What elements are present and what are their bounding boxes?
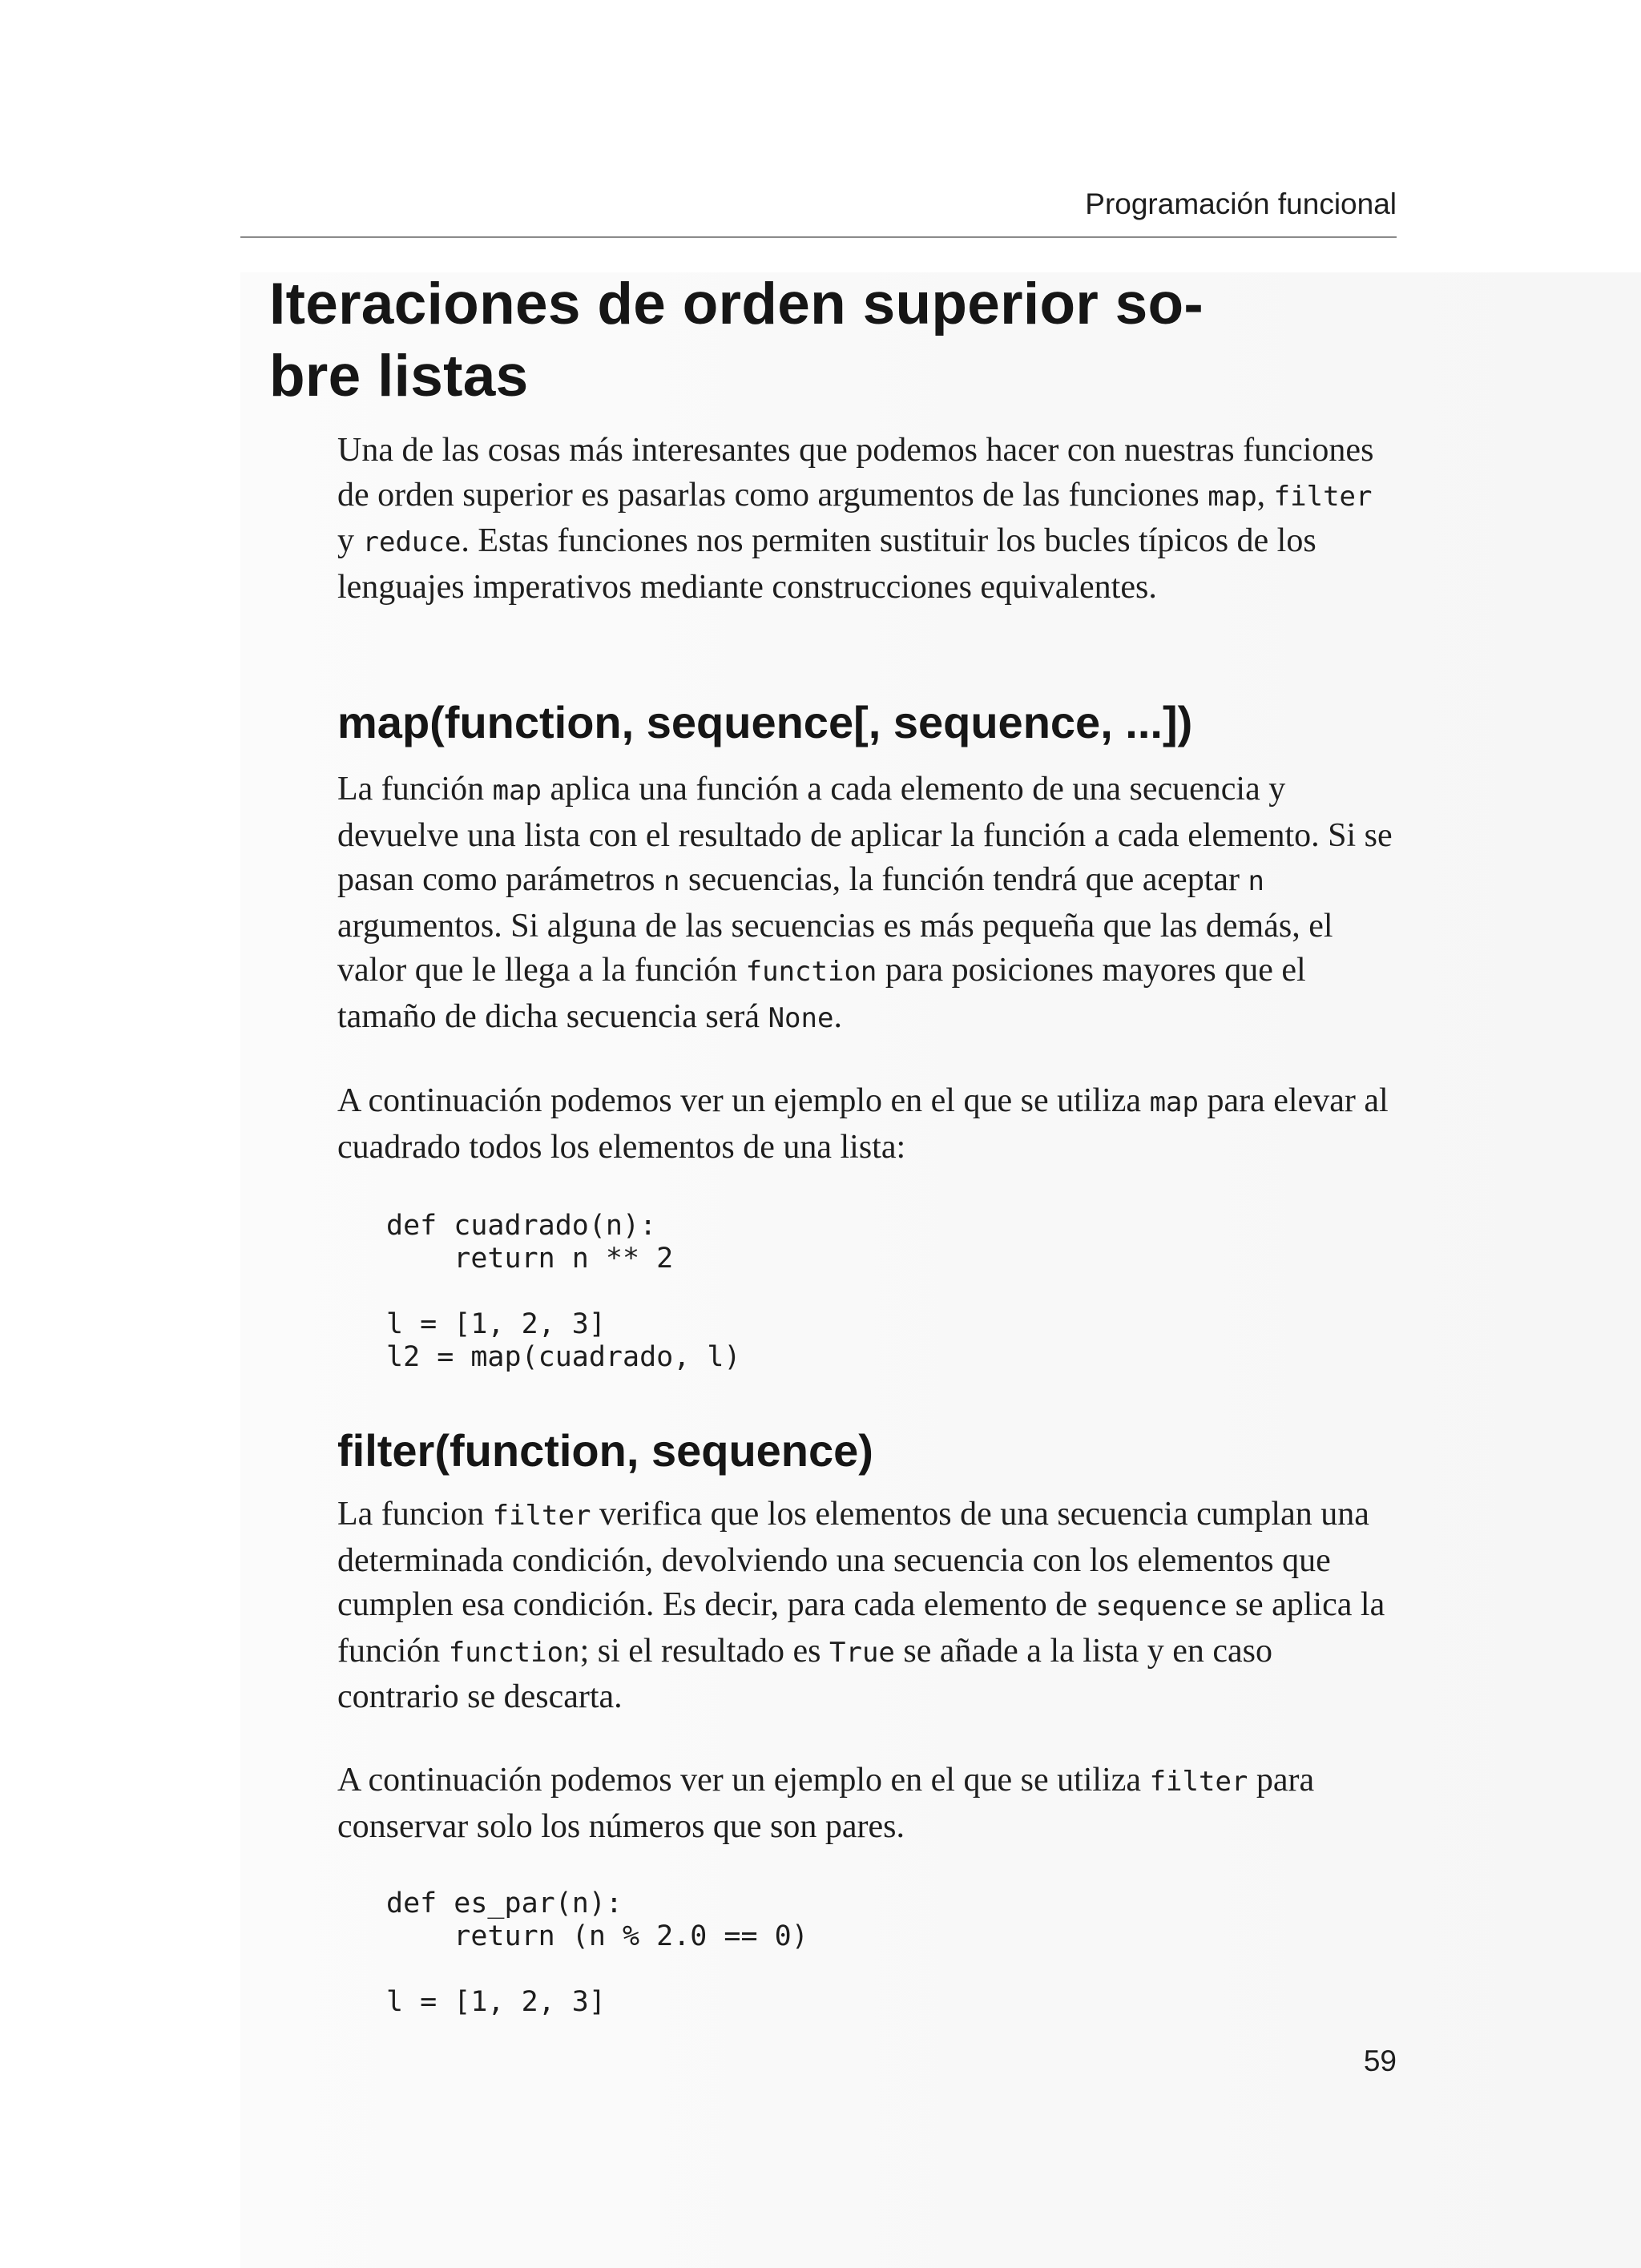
intro-paragraph bbox=[337, 429, 1395, 610]
map-p2-text-1: A continuación podemos ver un ejemplo en el que se utiliza bbox=[337, 1082, 1150, 1119]
map-example-intro bbox=[337, 1079, 1395, 1170]
intro-text-1: Una de las cosas más interesantes que podemos hacer con nuestras funciones de orden superior es pasarlas como argumentos de las funciones bbox=[337, 432, 1374, 514]
map-p1-text-4: argumentos. Si alguna de las secuencias es más pequeña que las demás, el valor que le llega a la función bbox=[337, 907, 1333, 989]
filter-description-paragraph bbox=[337, 1493, 1395, 1720]
inline-code: map bbox=[1149, 1086, 1199, 1118]
map-p1-text-1: La función bbox=[337, 771, 493, 808]
chapter-title-line-2: bre listas bbox=[269, 344, 529, 409]
map-p1-text-6: . bbox=[833, 997, 842, 1035]
filter-p1-text-2: verifica que los elementos de una secuencia cumplan una determinada condición, devolviendo una secuencia con los elementos que cumplen esa condición. Es decir, para cada elemento de bbox=[337, 1496, 1369, 1623]
inline-code: True bbox=[829, 1636, 895, 1669]
filter-p2-text-1: A continuación podemos ver un ejemplo en el que se utiliza bbox=[337, 1762, 1150, 1799]
filter-p1-text-1: La funcion bbox=[337, 1496, 493, 1533]
inline-code: n bbox=[1248, 865, 1264, 897]
inline-code: filter bbox=[492, 1500, 591, 1532]
inline-code: sequence bbox=[1095, 1590, 1228, 1622]
filter-code-example: def es_par(n): return (n % 2.0 == 0) l = [1, 2, 3] bbox=[386, 1887, 808, 2018]
filter-p1-text-5: se añade a la lista y en caso contrario se descarta. bbox=[337, 1632, 1273, 1715]
page-number: 59 bbox=[1363, 2044, 1397, 2077]
inline-code: None bbox=[768, 1001, 834, 1034]
intro-text-3: y bbox=[337, 522, 363, 559]
map-p2-text-2: para elevar al cuadrado todos los elementos de una lista: bbox=[337, 1082, 1389, 1166]
map-code-example: def cuadrado(n): return n ** 2 l = [1, 2, 3] l2 = map(cuadrado, l) bbox=[386, 1210, 741, 1373]
filter-section-heading: filter(function, sequence) bbox=[337, 1425, 873, 1476]
inline-code-filter: filter bbox=[1273, 480, 1373, 513]
chapter-title bbox=[269, 268, 1407, 413]
map-section-heading: map(function, sequence[, sequence, ...]) bbox=[337, 697, 1193, 747]
chapter-title-line-1: Iteraciones de orden superior so- bbox=[269, 272, 1204, 336]
filter-p1-text-3: se aplica la función bbox=[337, 1586, 1385, 1670]
filter-example-intro bbox=[337, 1758, 1395, 1849]
intro-text-4: . Estas funciones nos permiten sustituir los bucles típicos de los lenguajes imperativos mediante construcciones equivalentes. bbox=[337, 522, 1316, 606]
running-header: Programación funcional bbox=[1085, 187, 1397, 220]
inline-code: map bbox=[492, 775, 542, 807]
inline-code: function bbox=[448, 1636, 580, 1669]
filter-p2-text-2: para conservar solo los números que son pares. bbox=[337, 1762, 1315, 1845]
map-p1-text-5: para posiciones mayores que el tamaño de dicha secuencia será bbox=[337, 952, 1306, 1035]
map-p1-text-2: aplica una función a cada elemento de una secuencia y devuelve una lista con el resultado de aplicar la función a cada elemento. Si se pasan como parámetros bbox=[337, 771, 1393, 898]
map-description-paragraph bbox=[337, 767, 1395, 1041]
inline-code: function bbox=[745, 956, 877, 988]
inline-code-reduce: reduce bbox=[362, 526, 462, 558]
map-p1-text-3: secuencias, la función tendrá que aceptar bbox=[679, 861, 1248, 898]
intro-text-2: , bbox=[1256, 476, 1274, 514]
inline-code: filter bbox=[1149, 1766, 1248, 1798]
header-rule bbox=[240, 236, 1397, 238]
inline-code: n bbox=[663, 865, 680, 897]
filter-p1-text-4: ; si el resultado es bbox=[579, 1632, 829, 1670]
inline-code-map: map bbox=[1208, 480, 1257, 513]
